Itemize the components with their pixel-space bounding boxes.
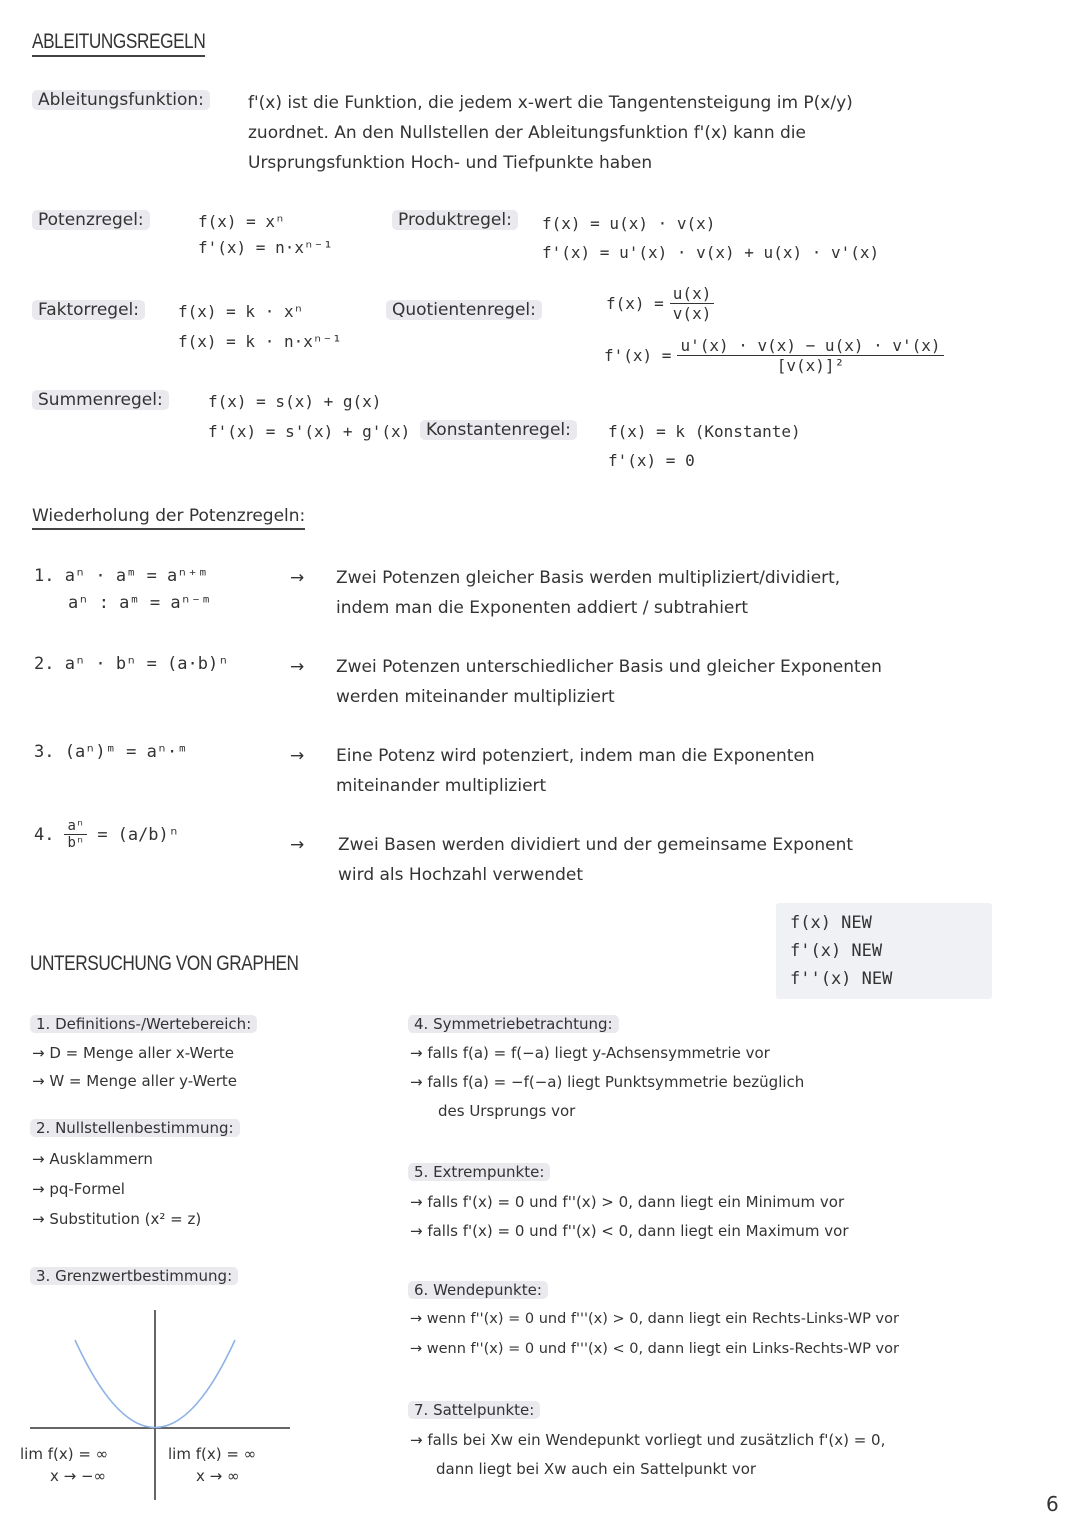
summenregel-label: Summenregel: <box>32 390 169 410</box>
produktregel-label: Produktregel: <box>392 210 518 230</box>
wertebereich-item: → W = Menge aller y-Werte <box>32 1072 238 1090</box>
potenzregel-fd: f'(x) = n·xⁿ⁻¹ <box>198 238 333 257</box>
regel-4-text: Zwei Basen werden dividiert und der gemeinsame Exponent wird als Hochzahl verwendet <box>338 835 854 885</box>
extrempunkte-head: 5. Extrempunkte: <box>408 1162 550 1181</box>
nullstellen-item: → Ausklammern <box>32 1150 153 1168</box>
regel-3-text: Eine Potenz wird potenziert, indem man die Exponenten miteinander multipliziert <box>336 746 815 796</box>
regel-4-formula: 4. $\frac{\text{aⁿ}}{\text{bⁿ}}$ = (a/b)ⁿ <box>34 818 180 851</box>
produktregel-f: f(x) = u(x) · v(x) <box>542 214 716 233</box>
summenregel-fd: f'(x) = s'(x) + g'(x) <box>208 422 411 441</box>
sattelpunkte-head: 7. Sattelpunkte: <box>408 1400 540 1419</box>
wendepunkte-item: → wenn f''(x) = 0 und f'''(x) > 0, dann liegt ein Rechts-Links-WP vor <box>410 1311 899 1327</box>
wendepunkte-head: 6. Wendepunkte: <box>408 1280 548 1299</box>
regel-3-arrow: → <box>290 746 305 766</box>
page-title: ABLEITUNGSREGELN <box>32 30 205 57</box>
faktorregel-label: Faktorregel: <box>32 300 145 320</box>
regel-1-formula: 1. aⁿ · aᵐ = aⁿ⁺ᵐ <box>34 566 208 586</box>
potenzregel-label: Potenzregel: <box>32 210 150 230</box>
regel-1-arrow: → <box>290 568 305 588</box>
ableitung-label: Ableitungsfunktion: <box>32 90 210 110</box>
limit-left-top: lim f(x) = ∞ <box>20 1445 109 1463</box>
quotientenregel-label: Quotientenregel: <box>386 300 542 320</box>
konstantenregel-f: f(x) = k (Konstante) <box>608 422 801 441</box>
symmetrie-head: 4. Symmetriebetrachtung: <box>408 1014 619 1033</box>
regel-1-text: Zwei Potenzen gleicher Basis werden multipliziert/dividiert, indem man die Exponenten addiert / subtrahiert <box>336 568 841 618</box>
limit-right-bottom: x → ∞ <box>196 1467 240 1485</box>
sattelpunkte-item: dann liegt bei Xw auch ein Sattelpunkt vor <box>436 1460 757 1478</box>
symmetrie-item: → falls f(a) = −f(−a) liegt Punktsymmetrie bezüglich <box>410 1073 805 1091</box>
nullstellen-head: 2. Nullstellenbestimmung: <box>30 1118 240 1137</box>
wiederholung-title: Wiederholung der Potenzregeln: <box>32 505 305 530</box>
regel-4-arrow: → <box>290 835 305 855</box>
regel-2-arrow: → <box>290 657 305 677</box>
regel-1-formula-b: aⁿ : aᵐ = aⁿ⁻ᵐ <box>68 593 212 613</box>
nullstellen-item: → Substitution (x² = z) <box>32 1210 202 1228</box>
extrempunkte-item: → falls f'(x) = 0 und f''(x) > 0, dann liegt ein Minimum vor <box>410 1193 845 1211</box>
limit-left-bottom: x → −∞ <box>50 1467 107 1485</box>
extrempunkte-item: → falls f'(x) = 0 und f''(x) < 0, dann liegt ein Maximum vor <box>410 1222 849 1240</box>
regel-3-formula: 3. (aⁿ)ᵐ = aⁿ·ᵐ <box>34 742 188 762</box>
quotientenregel-fd: f'(x) = $\frac{u'(x) \cdot v(x) - u(x) \cdot v'(x)}{\text{[v(x)]²}}$ <box>604 336 944 375</box>
faktorregel-fd: f(x) = k · n·xⁿ⁻¹ <box>178 332 342 351</box>
konstantenregel-fd: f'(x) = 0 <box>608 451 695 470</box>
new-box: f(x) NEW f'(x) NEW f''(x) NEW <box>776 903 992 999</box>
faktorregel-f: f(x) = k · xⁿ <box>178 302 304 321</box>
page-number: 6 <box>1046 1492 1059 1516</box>
quotientenregel-f: f(x) = $\frac{u(x)}{v(x)}$ <box>606 284 714 323</box>
regel-2-formula: 2. aⁿ · bⁿ = (a·b)ⁿ <box>34 654 229 674</box>
potenzregel-f: f(x) = xⁿ <box>198 212 285 231</box>
wendepunkte-item: → wenn f''(x) = 0 und f'''(x) < 0, dann liegt ein Links-Rechts-WP vor <box>410 1341 899 1357</box>
definitionsbereich-item: → D = Menge aller x-Werte <box>32 1044 235 1062</box>
ableitung-text: f'(x) ist die Funktion, die jedem x-wert die Tangentensteigung im P(x/y) zuordnet. An den Nullstellen der Ableitungsfunktion f'(x) kann die Ursprungsfunktion Hoch- und Tiefpunkte haben <box>248 93 853 173</box>
limit-right-top: lim f(x) = ∞ <box>168 1445 257 1463</box>
symmetrie-item: des Ursprungs vor <box>438 1102 576 1120</box>
symmetrie-item: → falls f(a) = f(−a) liegt y-Achsensymmetrie vor <box>410 1044 770 1062</box>
produktregel-fd: f'(x) = u'(x) · v(x) + u(x) · v'(x) <box>542 243 880 262</box>
definitionsbereich-head: 1. Definitions-/Wertebereich: <box>30 1014 257 1033</box>
konstantenregel-label: Konstantenregel: <box>420 420 577 440</box>
untersuchung-title: UNTERSUCHUNG VON GRAPHEN <box>30 952 299 975</box>
regel-2-text: Zwei Potenzen unterschiedlicher Basis und gleicher Exponenten werden miteinander multipliziert <box>336 657 882 707</box>
nullstellen-item: → pq-Formel <box>32 1180 125 1198</box>
sattelpunkte-item: → falls bei Xw ein Wendepunkt vorliegt und zusätzlich f'(x) = 0, <box>410 1431 886 1449</box>
summenregel-f: f(x) = s(x) + g(x) <box>208 392 382 411</box>
grenzwert-head: 3. Grenzwertbestimmung: <box>30 1266 238 1285</box>
